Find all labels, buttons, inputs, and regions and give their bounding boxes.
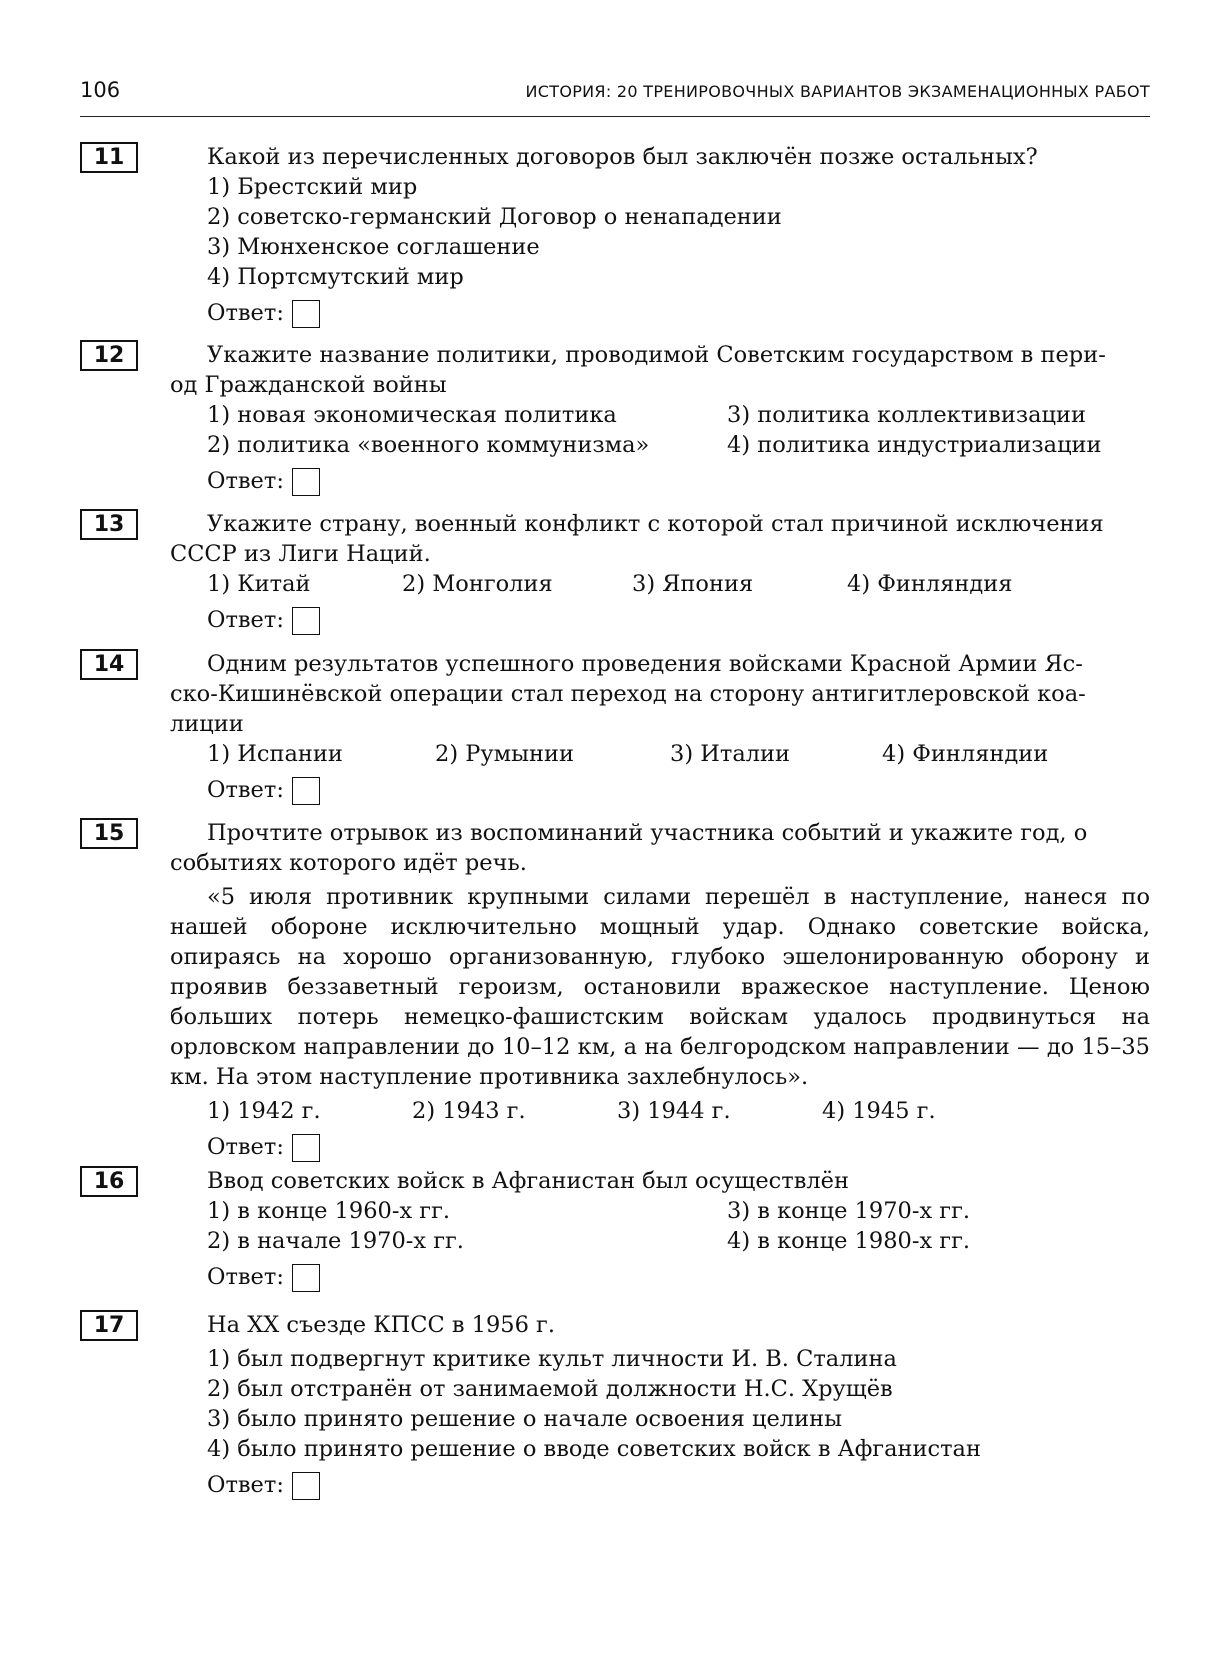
answer-row bbox=[207, 773, 1150, 807]
option: 3) Мюнхенское соглашение bbox=[207, 234, 540, 260]
option: 4) Финляндия bbox=[847, 571, 1013, 597]
task-number: 11 bbox=[80, 142, 138, 173]
task-17 bbox=[80, 1310, 1150, 1502]
options bbox=[207, 1344, 1150, 1464]
task-16 bbox=[80, 1166, 1150, 1294]
answer-box[interactable] bbox=[292, 777, 320, 805]
option: 3) 1944 г. bbox=[617, 1098, 731, 1124]
question-line: Какой из перечисленных договоров был заключён позже остальных? bbox=[207, 144, 1038, 170]
option: 1) новая экономическая политика bbox=[207, 402, 617, 428]
source-quote: «5 июля противник крупными силами перешёл в наступление, нанеся по нашей обороне исключительно мощный удар. Однако советские войска, опираясь на хорошо организованную, глубоко эшелонированную оборону и проявив беззаветный героизм, остановили вражеское наступление. Ценою больших потерь немецко-фашистским войскам удалось продвинуться на орловском направлении до 10–12 км, а на белгородском направлении — до 15–35 км. На этом наступление противника захлебнулось». bbox=[170, 884, 1150, 1090]
answer-row bbox=[207, 296, 1150, 330]
answer-box[interactable] bbox=[292, 1472, 320, 1500]
option: 1) 1942 г. bbox=[207, 1098, 321, 1124]
question-line: Одним результатов успешного проведения войсками Красной Армии Яс- bbox=[207, 651, 1083, 677]
question-line: Прочтите отрывок из воспоминаний участника событий и укажите год, о bbox=[207, 820, 1088, 846]
answer-box[interactable] bbox=[292, 468, 320, 496]
option: 2) 1943 г. bbox=[412, 1098, 526, 1124]
options bbox=[207, 739, 1150, 769]
option: 2) в начале 1970-х гг. bbox=[207, 1228, 464, 1254]
options bbox=[207, 172, 1150, 292]
task-number: 17 bbox=[80, 1310, 138, 1341]
task-15 bbox=[80, 818, 1150, 1164]
question-line: Ввод советских войск в Афганистан был осуществлён bbox=[207, 1168, 849, 1194]
answer-label: Ответ: bbox=[207, 1264, 284, 1290]
question-line: Укажите название политики, проводимой Советским государством в пери- bbox=[207, 342, 1106, 368]
task-number: 13 bbox=[80, 509, 138, 540]
answer-box[interactable] bbox=[292, 1134, 320, 1162]
question-text bbox=[170, 649, 1150, 739]
option: 4) политика индустриализации bbox=[727, 432, 1102, 458]
options bbox=[207, 400, 1150, 460]
question-text bbox=[170, 340, 1150, 400]
answer-box[interactable] bbox=[292, 300, 320, 328]
question-text bbox=[170, 1310, 1150, 1340]
option: 4) Портсмутский мир bbox=[207, 264, 464, 290]
answer-label: Ответ: bbox=[207, 300, 284, 326]
option: 4) было принято решение о вводе советских войск в Афганистан bbox=[207, 1436, 981, 1462]
option: 1) был подвергнут критике культ личности И. В. Сталина bbox=[207, 1346, 897, 1372]
task-number: 14 bbox=[80, 649, 138, 680]
task-12 bbox=[80, 340, 1150, 498]
header-rule bbox=[80, 116, 1150, 117]
option: 2) политика «военного коммунизма» bbox=[207, 432, 650, 458]
question-line: Укажите страну, военный конфликт с которой стал причиной исключения bbox=[207, 511, 1104, 537]
option: 3) политика коллективизации bbox=[727, 402, 1086, 428]
page-number: 106 bbox=[80, 78, 121, 102]
option: 2) был отстранён от занимаемой должности Н.С. Хрущёв bbox=[207, 1376, 893, 1402]
answer-row bbox=[207, 464, 1150, 498]
options bbox=[207, 569, 1150, 599]
option: 2) Монголия bbox=[402, 571, 553, 597]
option: 4) 1945 г. bbox=[822, 1098, 936, 1124]
answer-row bbox=[207, 1130, 1150, 1164]
answer-label: Ответ: bbox=[207, 777, 284, 803]
running-title: ИСТОРИЯ: 20 ТРЕНИРОВОЧНЫХ ВАРИАНТОВ ЭКЗАМЕНАЦИОННЫХ РАБОТ bbox=[525, 82, 1150, 101]
answer-label: Ответ: bbox=[207, 1472, 284, 1498]
question-text bbox=[170, 509, 1150, 569]
option: 3) Япония bbox=[632, 571, 754, 597]
task-number: 12 bbox=[80, 340, 138, 371]
question-line: СССР из Лиги Наций. bbox=[170, 541, 431, 567]
question-line: од Гражданской войны bbox=[170, 372, 447, 398]
question-text bbox=[170, 818, 1150, 878]
question-line: лиции bbox=[170, 711, 244, 737]
option: 1) Брестский мир bbox=[207, 174, 418, 200]
answer-row bbox=[207, 603, 1150, 637]
option: 1) в конце 1960-х гг. bbox=[207, 1198, 451, 1224]
option: 1) Испании bbox=[207, 741, 343, 767]
task-number: 15 bbox=[80, 818, 138, 849]
task-13 bbox=[80, 509, 1150, 637]
question-line: событиях которого идёт речь. bbox=[170, 850, 527, 876]
answer-label: Ответ: bbox=[207, 607, 284, 633]
option: 3) было принято решение о начале освоения целины bbox=[207, 1406, 842, 1432]
answer-row bbox=[207, 1260, 1150, 1294]
task-number: 16 bbox=[80, 1166, 138, 1197]
option: 3) Италии bbox=[670, 741, 791, 767]
options bbox=[207, 1096, 1150, 1126]
answer-row bbox=[207, 1468, 1150, 1502]
task-11 bbox=[80, 142, 1150, 330]
answer-label: Ответ: bbox=[207, 468, 284, 494]
answer-label: Ответ: bbox=[207, 1134, 284, 1160]
option: 2) Румынии bbox=[435, 741, 575, 767]
question-line: ско-Кишинёвской операции стал переход на сторону антигитлеровской коа- bbox=[170, 681, 1086, 707]
option: 3) в конце 1970-х гг. bbox=[727, 1198, 971, 1224]
options bbox=[207, 1196, 1150, 1256]
question-text bbox=[170, 142, 1150, 172]
option: 2) советско-германский Договор о ненападении bbox=[207, 204, 782, 230]
task-14 bbox=[80, 649, 1150, 807]
answer-box[interactable] bbox=[292, 607, 320, 635]
option: 4) Финляндии bbox=[882, 741, 1049, 767]
option: 4) в конце 1980-х гг. bbox=[727, 1228, 971, 1254]
answer-box[interactable] bbox=[292, 1264, 320, 1292]
question-text bbox=[170, 1166, 1150, 1196]
option: 1) Китай bbox=[207, 571, 311, 597]
question-line: На XX съезде КПСС в 1956 г. bbox=[207, 1312, 555, 1338]
page-header bbox=[80, 78, 1150, 118]
